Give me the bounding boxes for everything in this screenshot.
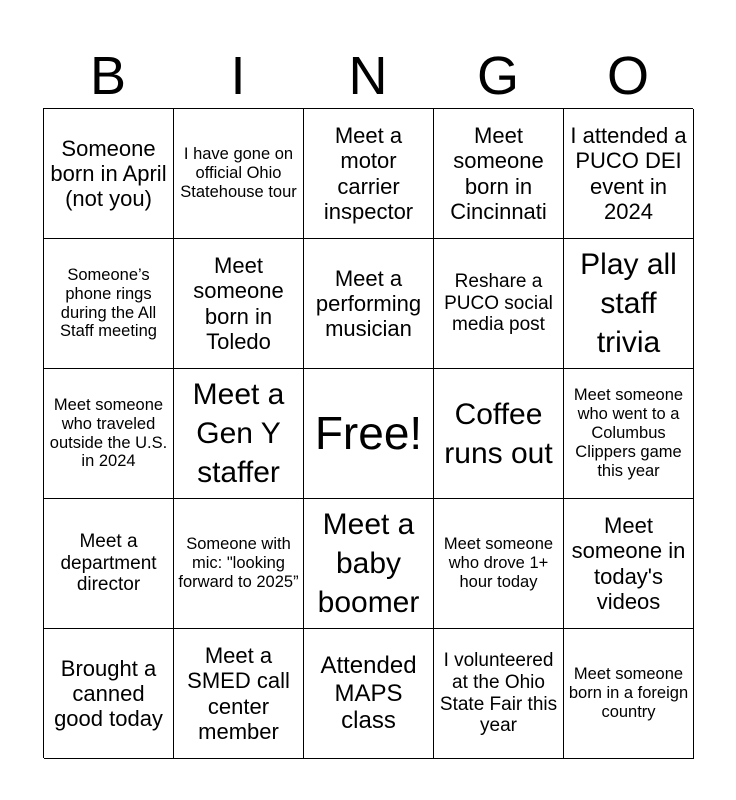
bingo-cell-r2-c2[interactable]: Meet someone born in Toledo — [174, 239, 304, 369]
bingo-cell-r5-c2[interactable]: Meet a SMED call center member — [174, 629, 304, 759]
bingo-cell-r2-c4[interactable]: Reshare a PUCO social media post — [434, 239, 564, 369]
bingo-cell-r3-c4[interactable]: Coffee runs out — [434, 369, 564, 499]
bingo-header — [43, 44, 693, 108]
bingo-cell-r2-c5[interactable]: Play all staff trivia — [564, 239, 694, 369]
header-letter-i: I — [230, 46, 246, 106]
bingo-cell-r4-c2[interactable]: Someone with mic: "looking forward to 2025” — [174, 499, 304, 629]
bingo-cell-r5-c5[interactable]: Meet someone born in a foreign country — [564, 629, 694, 759]
bingo-cell-r4-c3[interactable]: Meet a baby boomer — [304, 499, 434, 629]
bingo-free-space[interactable]: Free! — [304, 369, 434, 499]
header-letter-n: N — [348, 46, 388, 106]
header-letter-g: G — [476, 46, 519, 106]
bingo-cell-r1-c1[interactable]: Someone born in April (not you) — [44, 109, 174, 239]
bingo-cell-r5-c3[interactable]: Attended MAPS class — [304, 629, 434, 759]
bingo-cell-r5-c1[interactable]: Brought a canned good today — [44, 629, 174, 759]
bingo-cell-r1-c4[interactable]: Meet someone born in Cincinnati — [434, 109, 564, 239]
bingo-cell-r4-c5[interactable]: Meet someone in today's videos — [564, 499, 694, 629]
bingo-cell-r1-c2[interactable]: I have gone on official Ohio Statehouse tour — [174, 109, 304, 239]
bingo-cell-r3-c5[interactable]: Meet someone who went to a Columbus Clippers game this year — [564, 369, 694, 499]
bingo-cell-r2-c3[interactable]: Meet a performing musician — [304, 239, 434, 369]
bingo-cell-r4-c1[interactable]: Meet a department director — [44, 499, 174, 629]
bingo-cell-r3-c1[interactable]: Meet someone who traveled outside the U.S. in 2024 — [44, 369, 174, 499]
bingo-cell-r1-c5[interactable]: I attended a PUCO DEI event in 2024 — [564, 109, 694, 239]
bingo-cell-r2-c1[interactable]: Someone’s phone rings during the All Staff meeting — [44, 239, 174, 369]
header-letter-b: B — [89, 46, 127, 106]
bingo-cell-r4-c4[interactable]: Meet someone who drove 1+ hour today — [434, 499, 564, 629]
bingo-board — [43, 108, 693, 758]
bingo-cell-r5-c4[interactable]: I volunteered at the Ohio State Fair this year — [434, 629, 564, 759]
bingo-cell-r1-c3[interactable]: Meet a motor carrier inspector — [304, 109, 434, 239]
bingo-cell-r3-c2[interactable]: Meet a Gen Y staffer — [174, 369, 304, 499]
header-letter-o: O — [606, 46, 649, 106]
